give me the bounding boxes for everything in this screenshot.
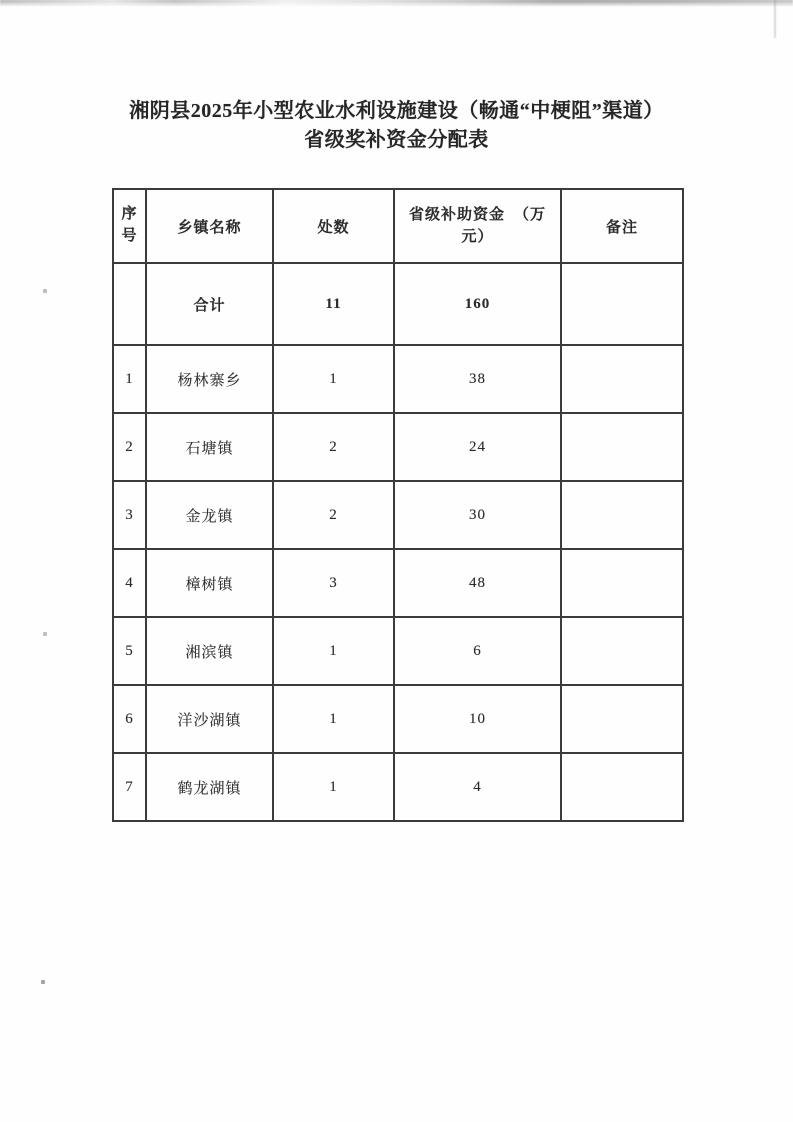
header-amount-line-1 xyxy=(397,204,558,227)
header-count: 处数 xyxy=(273,189,394,263)
header-note: 备注 xyxy=(561,189,683,263)
amount-cell: 4 xyxy=(394,753,561,821)
town-name-cell: 鹤龙湖镇 xyxy=(146,753,273,821)
seq-cell: 5 xyxy=(113,617,146,685)
amount-cell: 38 xyxy=(394,345,561,413)
town-name-cell: 石塘镇 xyxy=(146,413,273,481)
seq-cell: 4 xyxy=(113,549,146,617)
seq-cell: 2 xyxy=(113,413,146,481)
table-row xyxy=(113,753,683,821)
table-row xyxy=(113,685,683,753)
scan-dot-bottom xyxy=(41,980,45,984)
town-name-cell: 杨林寨乡 xyxy=(146,345,273,413)
document-title-line-2: 省级奖补资金分配表 xyxy=(304,129,489,151)
scan-dot-top xyxy=(43,289,47,293)
header-amount-line-2: 元） xyxy=(461,229,494,245)
note-cell xyxy=(561,481,683,549)
town-name-cell: 洋沙湖镇 xyxy=(146,685,273,753)
header-town: 乡镇名称 xyxy=(146,189,273,263)
amount-cell: 30 xyxy=(394,481,561,549)
town-name-cell: 金龙镇 xyxy=(146,481,273,549)
header-seq-label: 序号 xyxy=(121,206,138,244)
header-amount-unit-open: （万 xyxy=(513,206,546,223)
seq-cell: 7 xyxy=(113,753,146,821)
amount-cell: 10 xyxy=(394,685,561,753)
table-row xyxy=(113,413,683,481)
scan-dot-middle xyxy=(43,632,47,636)
table-row xyxy=(113,617,683,685)
town-name-cell: 湘滨镇 xyxy=(146,617,273,685)
table-row xyxy=(113,549,683,617)
total-row xyxy=(113,263,683,345)
total-amount-cell: 160 xyxy=(394,263,561,345)
count-cell: 1 xyxy=(273,685,394,753)
note-cell xyxy=(561,549,683,617)
total-note-cell xyxy=(561,263,683,345)
amount-cell: 6 xyxy=(394,617,561,685)
header-seq xyxy=(113,189,146,263)
count-cell: 2 xyxy=(273,481,394,549)
note-cell xyxy=(561,345,683,413)
table-body xyxy=(113,345,683,821)
scan-artifact-right-edge xyxy=(774,0,776,38)
table-row xyxy=(113,345,683,413)
table-header-row xyxy=(113,189,683,263)
note-cell xyxy=(561,685,683,753)
seq-cell: 1 xyxy=(113,345,146,413)
seq-cell: 6 xyxy=(113,685,146,753)
town-name-cell: 樟树镇 xyxy=(146,549,273,617)
scan-artifact-top-edge xyxy=(0,0,793,7)
note-cell xyxy=(561,753,683,821)
total-seq-cell xyxy=(113,263,146,345)
count-cell: 2 xyxy=(273,413,394,481)
header-amount xyxy=(394,189,561,263)
amount-cell: 24 xyxy=(394,413,561,481)
header-amount-text: 省级补助资金 xyxy=(409,206,506,223)
note-cell xyxy=(561,617,683,685)
count-cell: 3 xyxy=(273,549,394,617)
document-title-line-1: 湘阴县2025年小型农业水利设施建设（畅通“中梗阻”渠道） xyxy=(129,100,664,122)
total-name-cell: 合计 xyxy=(146,263,273,345)
document-title xyxy=(0,97,793,155)
total-count-cell: 11 xyxy=(273,263,394,345)
seq-cell: 3 xyxy=(113,481,146,549)
count-cell: 1 xyxy=(273,753,394,821)
count-cell: 1 xyxy=(273,345,394,413)
note-cell xyxy=(561,413,683,481)
count-cell: 1 xyxy=(273,617,394,685)
allocation-table xyxy=(112,188,684,822)
amount-cell: 48 xyxy=(394,549,561,617)
table-row xyxy=(113,481,683,549)
